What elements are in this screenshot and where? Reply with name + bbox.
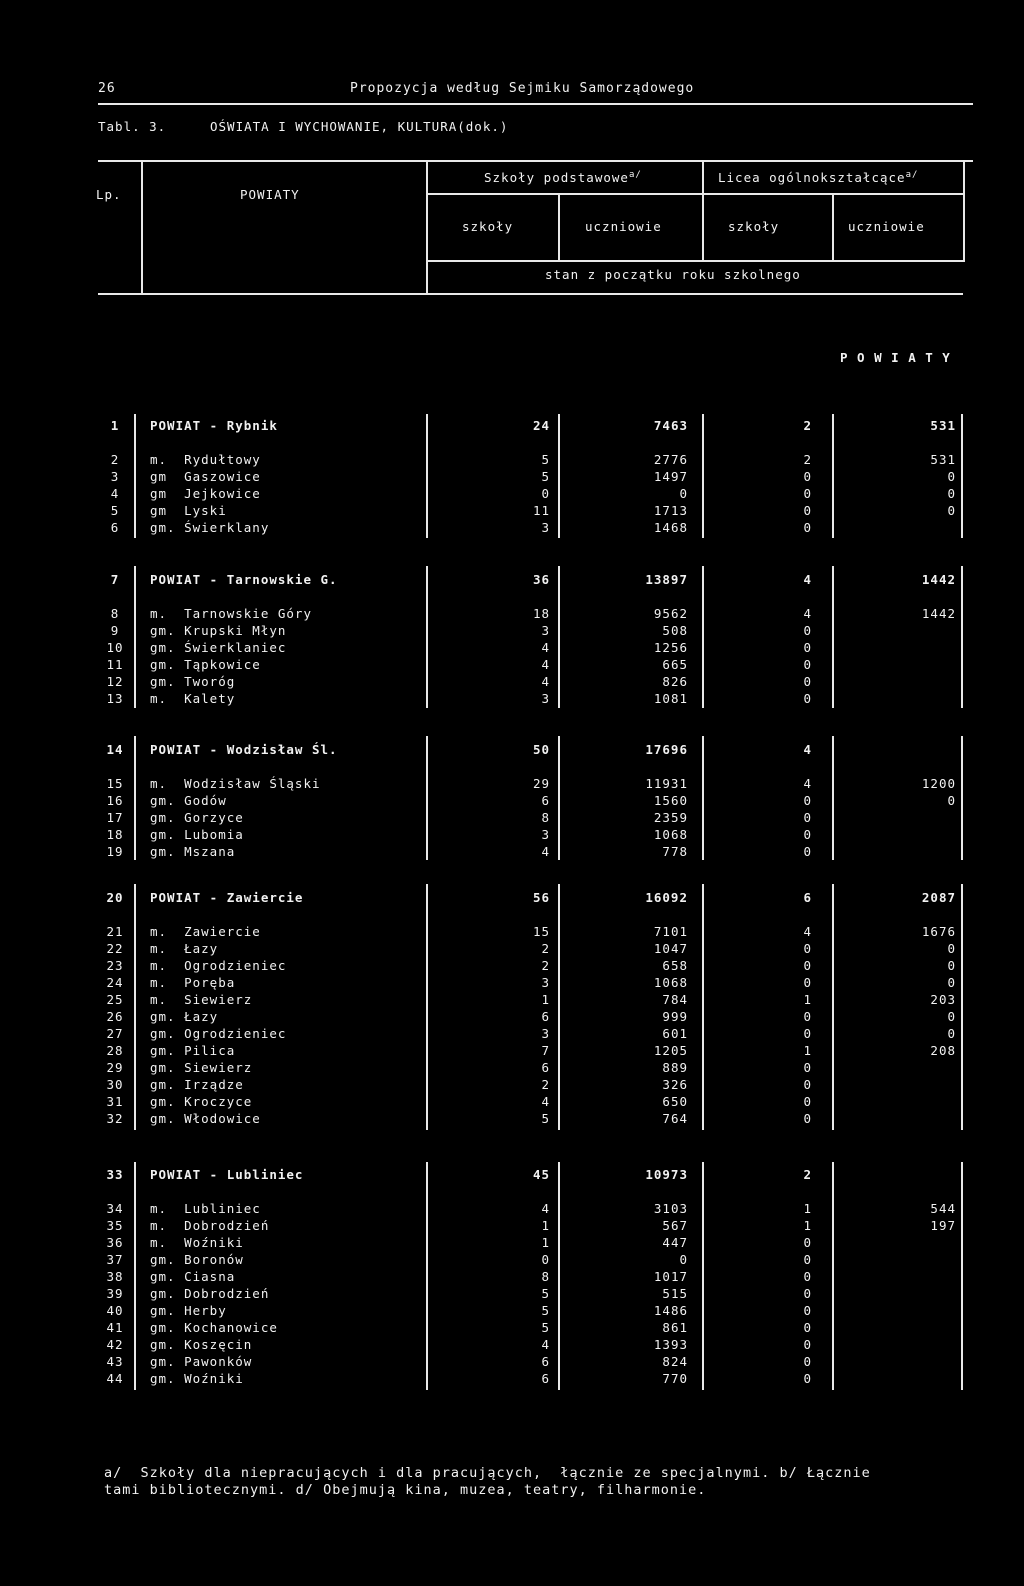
row-schools-high: 1 (803, 1201, 812, 1216)
row-pupils-primary: 784 (662, 992, 688, 1007)
row-lp: 41 (106, 1320, 124, 1335)
row-schools-high: 0 (803, 844, 812, 859)
row-schools-high: 0 (803, 657, 812, 672)
row-schools-primary: 3 (541, 520, 550, 535)
row-schools-primary: 8 (541, 1269, 550, 1284)
row-schools-primary: 1 (541, 1218, 550, 1233)
body-line-c2 (702, 884, 704, 1130)
row-lp: 15 (106, 776, 124, 791)
row-lp: 13 (106, 691, 124, 706)
row-pupils-high: 0 (947, 941, 956, 956)
row-lp: 22 (106, 941, 124, 956)
row-name: gm. Dobrodzień (150, 1286, 270, 1301)
row-schools-primary: 8 (541, 810, 550, 825)
row-pupils-primary: 1081 (653, 691, 688, 706)
row-name: m. Woźniki (150, 1235, 244, 1250)
row-pupils-primary: 11931 (645, 776, 688, 791)
row-name: m. Poręba (150, 975, 236, 990)
row-lp: 36 (106, 1235, 124, 1250)
row-pupils-primary: 658 (662, 958, 688, 973)
row-schools-primary: 5 (541, 1286, 550, 1301)
row-schools-high: 1 (803, 1043, 812, 1058)
row-pupils-high: 1200 (921, 776, 956, 791)
row-pupils-high: 1442 (921, 572, 956, 587)
row-name: gm. Boronów (150, 1252, 244, 1267)
header-group-high-schools: Licea ogólnokształcące$^{a/}$ (718, 170, 919, 186)
row-schools-high: 2 (803, 418, 812, 433)
row-schools-primary: 50 (532, 742, 550, 757)
row-pupils-high: 0 (947, 793, 956, 808)
row-schools-primary: 4 (541, 1337, 550, 1352)
row-lp: 18 (106, 827, 124, 842)
row-pupils-primary: 447 (662, 1235, 688, 1250)
row-pupils-primary: 0 (679, 486, 688, 501)
row-pupils-primary: 9562 (653, 606, 688, 621)
row-name: m. Tarnowskie Góry (150, 606, 312, 621)
row-name: gm. Ogrodzieniec (150, 1026, 287, 1041)
row-pupils-primary: 778 (662, 844, 688, 859)
row-schools-primary: 18 (532, 606, 550, 621)
header-divider-sub1 (558, 193, 560, 261)
row-name: gm. Irządze (150, 1077, 244, 1092)
row-schools-high: 4 (803, 606, 812, 621)
row-lp: 24 (106, 975, 124, 990)
row-schools-primary: 5 (541, 1111, 550, 1126)
row-pupils-primary: 770 (662, 1371, 688, 1386)
row-schools-primary: 11 (532, 503, 550, 518)
row-lp: 40 (106, 1303, 124, 1318)
row-lp: 38 (106, 1269, 124, 1284)
row-lp: 19 (106, 844, 124, 859)
row-schools-primary: 2 (541, 1077, 550, 1092)
row-name: gm. Włodowice (150, 1111, 261, 1126)
row-name: gm. Lubomia (150, 827, 244, 842)
row-schools-primary: 6 (541, 1009, 550, 1024)
row-lp: 20 (106, 890, 124, 905)
row-name: gm. Pilica (150, 1043, 236, 1058)
row-schools-primary: 6 (541, 793, 550, 808)
row-schools-primary: 4 (541, 657, 550, 672)
row-schools-high: 2 (803, 1167, 812, 1182)
row-name: gm. Tąpkowice (150, 657, 261, 672)
row-schools-primary: 45 (532, 1167, 550, 1182)
header-schools-2: szkoły (728, 219, 780, 234)
row-lp: 32 (106, 1111, 124, 1126)
row-pupils-primary: 665 (662, 657, 688, 672)
row-pupils-high: 0 (947, 503, 956, 518)
body-line-c3 (832, 414, 834, 538)
row-lp: 23 (106, 958, 124, 973)
row-pupils-primary: 16092 (645, 890, 688, 905)
row-schools-high: 0 (803, 1235, 812, 1250)
body-line-right (961, 414, 963, 538)
body-line-c1 (558, 884, 560, 1130)
body-line-c1 (558, 566, 560, 708)
row-schools-high: 4 (803, 924, 812, 939)
row-pupils-primary: 1068 (653, 827, 688, 842)
row-schools-high: 0 (803, 486, 812, 501)
header-divider-sub2 (702, 193, 704, 261)
row-schools-primary: 6 (541, 1371, 550, 1386)
row-schools-primary: 0 (541, 486, 550, 501)
row-pupils-high: 531 (930, 452, 956, 467)
row-pupils-primary: 861 (662, 1320, 688, 1335)
row-name: gm. Siewierz (150, 1060, 253, 1075)
page-header-title: Propozycja według Sejmiku Samorządowego (350, 81, 695, 96)
row-schools-high: 0 (803, 1320, 812, 1335)
header-sub-rule (426, 260, 965, 262)
row-lp: 26 (106, 1009, 124, 1024)
row-schools-high: 0 (803, 1354, 812, 1369)
row-schools-primary: 4 (541, 674, 550, 689)
row-pupils-high: 197 (930, 1218, 956, 1233)
row-schools-high: 2 (803, 452, 812, 467)
row-schools-high: 0 (803, 1094, 812, 1109)
row-schools-primary: 1 (541, 1235, 550, 1250)
row-schools-primary: 2 (541, 941, 550, 956)
row-pupils-high: 1676 (921, 924, 956, 939)
row-lp: 12 (106, 674, 124, 689)
row-schools-high: 0 (803, 1026, 812, 1041)
header-divider-powiaty (426, 160, 428, 295)
row-schools-high: 0 (803, 810, 812, 825)
row-lp: 25 (106, 992, 124, 1007)
row-schools-primary: 5 (541, 1303, 550, 1318)
row-lp: 35 (106, 1218, 124, 1233)
row-pupils-primary: 13897 (645, 572, 688, 587)
header-lp: Lp. (96, 187, 122, 202)
body-line-c2 (702, 414, 704, 538)
table-top-rule (98, 160, 973, 162)
row-schools-high: 4 (803, 776, 812, 791)
row-lp: 39 (106, 1286, 124, 1301)
row-lp: 8 (110, 606, 120, 621)
row-pupils-primary: 824 (662, 1354, 688, 1369)
row-lp: 43 (106, 1354, 124, 1369)
page-number: 26 (98, 81, 116, 96)
row-schools-high: 1 (803, 992, 812, 1007)
row-schools-high: 0 (803, 975, 812, 990)
row-name: gm. Koszęcin (150, 1337, 253, 1352)
row-schools-high: 0 (803, 520, 812, 535)
row-schools-high: 0 (803, 1337, 812, 1352)
row-name: gm. Krupski Młyn (150, 623, 287, 638)
row-pupils-primary: 7463 (653, 418, 688, 433)
row-schools-primary: 3 (541, 623, 550, 638)
row-schools-high: 4 (803, 572, 812, 587)
row-schools-primary: 4 (541, 844, 550, 859)
row-pupils-high: 203 (930, 992, 956, 1007)
body-line-c1 (558, 736, 560, 860)
row-pupils-primary: 515 (662, 1286, 688, 1301)
row-lp: 5 (110, 503, 120, 518)
header-schools-1: szkoły (462, 219, 514, 234)
row-pupils-primary: 2359 (653, 810, 688, 825)
row-pupils-primary: 1713 (653, 503, 688, 518)
row-name: gm. Mszana (150, 844, 236, 859)
row-lp: 37 (106, 1252, 124, 1267)
row-name: POWIAT - Wodzisław Śl. (150, 742, 338, 757)
row-lp: 4 (110, 486, 120, 501)
table-header-bottom-rule (98, 293, 963, 295)
row-name: gm Lyski (150, 503, 227, 518)
row-pupils-high: 0 (947, 469, 956, 484)
body-line-name (426, 1162, 428, 1390)
row-lp: 30 (106, 1077, 124, 1092)
row-name: gm. Godów (150, 793, 227, 808)
row-pupils-high: 0 (947, 975, 956, 990)
row-lp: 11 (106, 657, 124, 672)
row-schools-primary: 5 (541, 452, 550, 467)
row-schools-high: 0 (803, 503, 812, 518)
row-lp: 17 (106, 810, 124, 825)
row-lp: 2 (110, 452, 120, 467)
header-state-note: stan z początku roku szkolnego (545, 267, 801, 282)
row-name: m. Dobrodzień (150, 1218, 270, 1233)
row-schools-primary: 5 (541, 1320, 550, 1335)
row-schools-high: 0 (803, 1371, 812, 1386)
row-pupils-primary: 1047 (653, 941, 688, 956)
header-pupils-2: uczniowie (848, 219, 925, 234)
row-pupils-primary: 764 (662, 1111, 688, 1126)
row-schools-high: 0 (803, 941, 812, 956)
row-name: gm Gaszowice (150, 469, 261, 484)
row-pupils-high: 1442 (921, 606, 956, 621)
body-line-right (961, 566, 963, 708)
header-rule (98, 103, 973, 105)
row-schools-high: 0 (803, 793, 812, 808)
row-schools-primary: 5 (541, 469, 550, 484)
row-lp: 3 (110, 469, 120, 484)
row-name: POWIAT - Zawiercie (150, 890, 304, 905)
row-schools-primary: 4 (541, 640, 550, 655)
row-pupils-primary: 17696 (645, 742, 688, 757)
row-schools-high: 0 (803, 674, 812, 689)
row-pupils-primary: 7101 (653, 924, 688, 939)
header-divider-lp (141, 160, 143, 295)
row-pupils-primary: 508 (662, 623, 688, 638)
row-name: m. Kalety (150, 691, 236, 706)
row-schools-high: 0 (803, 1060, 812, 1075)
row-pupils-primary: 1017 (653, 1269, 688, 1284)
body-line-name (426, 884, 428, 1130)
row-lp: 42 (106, 1337, 124, 1352)
row-pupils-high: 0 (947, 958, 956, 973)
row-pupils-primary: 1205 (653, 1043, 688, 1058)
row-pupils-primary: 650 (662, 1094, 688, 1109)
row-schools-primary: 36 (532, 572, 550, 587)
row-pupils-primary: 10973 (645, 1167, 688, 1182)
table-caption: Tabl. 3. (98, 119, 167, 134)
row-pupils-high: 208 (930, 1043, 956, 1058)
body-line-right (961, 884, 963, 1130)
row-schools-high: 1 (803, 1218, 812, 1233)
row-name: gm. Herby (150, 1303, 227, 1318)
row-lp: 34 (106, 1201, 124, 1216)
row-schools-high: 0 (803, 827, 812, 842)
row-name: gm. Gorzyce (150, 810, 244, 825)
row-schools-primary: 56 (532, 890, 550, 905)
row-name: gm. Łazy (150, 1009, 219, 1024)
row-schools-high: 0 (803, 691, 812, 706)
row-schools-primary: 7 (541, 1043, 550, 1058)
row-lp: 33 (106, 1167, 124, 1182)
row-lp: 6 (110, 520, 120, 535)
body-line-name (426, 566, 428, 708)
row-schools-primary: 3 (541, 975, 550, 990)
row-pupils-primary: 999 (662, 1009, 688, 1024)
row-pupils-primary: 1497 (653, 469, 688, 484)
row-pupils-primary: 1068 (653, 975, 688, 990)
row-pupils-primary: 826 (662, 674, 688, 689)
row-schools-high: 0 (803, 1009, 812, 1024)
row-schools-high: 0 (803, 640, 812, 655)
row-lp: 9 (110, 623, 120, 638)
row-name: POWIAT - Rybnik (150, 418, 278, 433)
header-powiaty: POWIATY (240, 187, 300, 202)
row-pupils-high: 0 (947, 1026, 956, 1041)
row-lp: 14 (106, 742, 124, 757)
body-line-c3 (832, 884, 834, 1130)
row-pupils-primary: 1560 (653, 793, 688, 808)
row-lp: 21 (106, 924, 124, 939)
body-line-c2 (702, 736, 704, 860)
header-group-rule (426, 193, 965, 195)
body-line-right (961, 1162, 963, 1390)
header-group-primary-schools: Szkoły podstawowe$^{a/}$ (484, 170, 642, 186)
row-lp: 29 (106, 1060, 124, 1075)
row-name: gm. Świerklany (150, 520, 270, 535)
row-name: gm. Kochanowice (150, 1320, 278, 1335)
row-schools-primary: 24 (532, 418, 550, 433)
body-line-lp (134, 414, 136, 538)
body-line-lp (134, 566, 136, 708)
row-pupils-primary: 1393 (653, 1337, 688, 1352)
header-divider-sub3 (832, 193, 834, 261)
row-pupils-primary: 1468 (653, 520, 688, 535)
row-name: m. Wodzisław Śląski (150, 776, 321, 791)
row-name: gm Jejkowice (150, 486, 261, 501)
row-pupils-primary: 0 (679, 1252, 688, 1267)
row-lp: 16 (106, 793, 124, 808)
header-divider-groups (702, 160, 704, 194)
row-name: POWIAT - Tarnowskie G. (150, 572, 338, 587)
row-lp: 27 (106, 1026, 124, 1041)
row-name: m. Ogrodzieniec (150, 958, 287, 973)
footnote-line-2: tami bibliotecznymi. d/ Obejmują kina, muzea, teatry, filharmonie. (104, 1482, 707, 1498)
row-schools-primary: 15 (532, 924, 550, 939)
body-line-right (961, 736, 963, 860)
section-title-powiaty: P O W I A T Y (840, 350, 951, 365)
row-schools-high: 0 (803, 958, 812, 973)
row-schools-high: 4 (803, 742, 812, 757)
row-name: gm. Kroczyce (150, 1094, 253, 1109)
row-name: m. Siewierz (150, 992, 253, 1007)
row-name: gm. Pawonków (150, 1354, 253, 1369)
header-divider-right (963, 160, 965, 262)
body-line-lp (134, 736, 136, 860)
row-lp: 10 (106, 640, 124, 655)
row-name: m. Łazy (150, 941, 219, 956)
row-schools-high: 0 (803, 623, 812, 638)
row-pupils-high: 544 (930, 1201, 956, 1216)
row-schools-primary: 2 (541, 958, 550, 973)
header-pupils-1: uczniowie (585, 219, 662, 234)
row-name: gm. Świerklaniec (150, 640, 287, 655)
body-line-c2 (702, 1162, 704, 1390)
body-line-lp (134, 1162, 136, 1390)
row-pupils-primary: 601 (662, 1026, 688, 1041)
row-name: gm. Tworóg (150, 674, 236, 689)
row-pupils-high: 2087 (921, 890, 956, 905)
body-line-name (426, 414, 428, 538)
row-schools-primary: 3 (541, 1026, 550, 1041)
row-name: m. Zawiercie (150, 924, 261, 939)
row-schools-primary: 1 (541, 992, 550, 1007)
row-lp: 44 (106, 1371, 124, 1386)
row-schools-primary: 6 (541, 1354, 550, 1369)
row-lp: 7 (110, 572, 120, 587)
row-pupils-high: 0 (947, 486, 956, 501)
row-schools-high: 0 (803, 1111, 812, 1126)
row-lp: 1 (110, 418, 120, 433)
row-lp: 28 (106, 1043, 124, 1058)
row-schools-high: 6 (803, 890, 812, 905)
row-pupils-high: 531 (930, 418, 956, 433)
row-pupils-primary: 889 (662, 1060, 688, 1075)
row-schools-high: 0 (803, 469, 812, 484)
row-pupils-primary: 1256 (653, 640, 688, 655)
row-pupils-primary: 2776 (653, 452, 688, 467)
body-line-c3 (832, 736, 834, 860)
row-schools-primary: 4 (541, 1201, 550, 1216)
row-pupils-primary: 567 (662, 1218, 688, 1233)
row-name: gm. Woźniki (150, 1371, 244, 1386)
body-line-c3 (832, 566, 834, 708)
row-pupils-primary: 326 (662, 1077, 688, 1092)
row-schools-high: 0 (803, 1269, 812, 1284)
row-schools-high: 0 (803, 1077, 812, 1092)
row-schools-high: 0 (803, 1303, 812, 1318)
body-line-c1 (558, 414, 560, 538)
row-schools-primary: 6 (541, 1060, 550, 1075)
row-name: m. Lubliniec (150, 1201, 261, 1216)
row-pupils-primary: 3103 (653, 1201, 688, 1216)
row-schools-high: 0 (803, 1286, 812, 1301)
body-line-c3 (832, 1162, 834, 1390)
row-pupils-high: 0 (947, 1009, 956, 1024)
row-lp: 31 (106, 1094, 124, 1109)
row-schools-primary: 0 (541, 1252, 550, 1267)
body-line-name (426, 736, 428, 860)
row-name: gm. Ciasna (150, 1269, 236, 1284)
row-schools-high: 0 (803, 1252, 812, 1267)
body-line-c1 (558, 1162, 560, 1390)
footnote-line-1: a/ Szkoły dla niepracujących i dla pracujących, łącznie ze specjalnymi. b/ Łącznie (104, 1465, 871, 1481)
row-pupils-primary: 1486 (653, 1303, 688, 1318)
row-name: m. Rydułtowy (150, 452, 261, 467)
body-line-c2 (702, 566, 704, 708)
row-name: POWIAT - Lubliniec (150, 1167, 304, 1182)
body-line-lp (134, 884, 136, 1130)
row-schools-primary: 4 (541, 1094, 550, 1109)
row-schools-primary: 3 (541, 691, 550, 706)
table-title: OŚWIATA I WYCHOWANIE, KULTURA(dok.) (210, 119, 509, 134)
row-schools-primary: 3 (541, 827, 550, 842)
row-schools-primary: 29 (532, 776, 550, 791)
